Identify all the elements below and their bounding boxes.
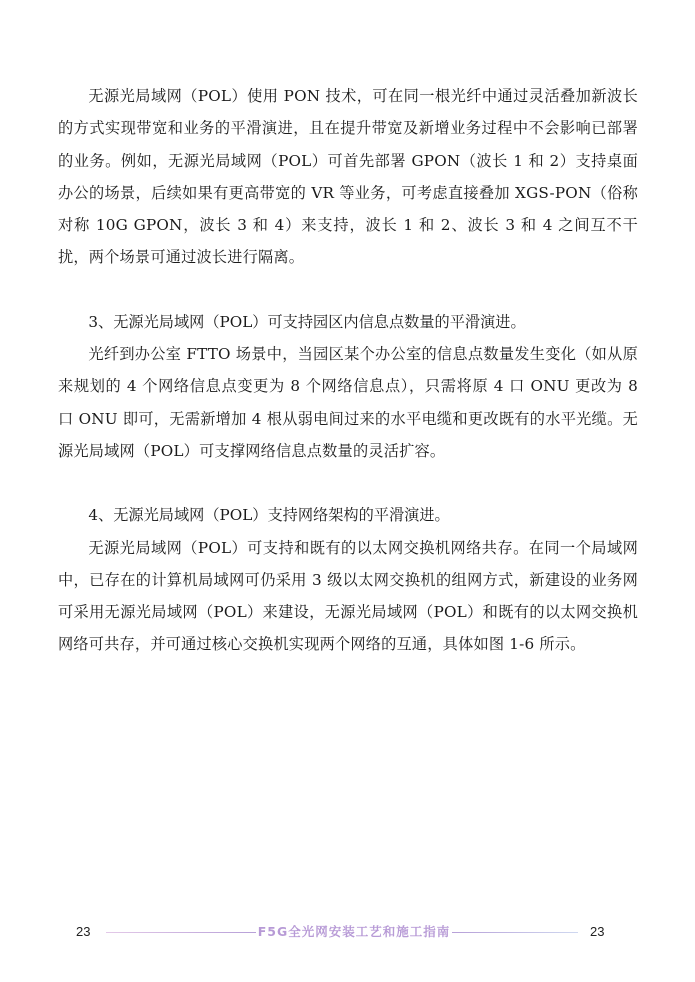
section-heading-4: 4、无源光局域网（POL）支持网络架构的平滑演进。 bbox=[88, 506, 450, 525]
footer-book-title: F5G全光网安装工艺和施工指南 bbox=[257, 924, 451, 939]
document-body bbox=[58, 80, 638, 661]
page-footer bbox=[0, 918, 695, 948]
paragraph-pon-wavelength: 无源光局域网（POL）使用 PON 技术，可在同一根光纤中通过灵活叠加新波长的方式实现带宽和业务的平滑演进，且在提升带宽及新增业务过程中不会影响已部署的业务。例如，无源光局域网（POL）可首先部署 GPON（波长 1 和 2）支持桌面办公的场景，后续如果有更高带宽的 VR 等业务，可考虑直接叠加 XGS-PON（俗称对称 10G GPON，波长 3 和 4）来支持，波长 1 和 2、波长 3 和 4 之间互不干扰，两个场景可通过波长进行隔离。 bbox=[58, 87, 638, 267]
section-heading-3: 3、无源光局域网（POL）可支持园区内信息点数量的平滑演进。 bbox=[88, 312, 526, 331]
paragraph-network-coexistence: 无源光局域网（POL）可支持和既有的以太网交换机网络共存。在同一个局域网中，已存在的计算机局域网可仍采用 3 级以太网交换机的组网方式，新建设的业务网可采用无源光局域网（POL）来建设，无源光局域网（POL）和既有的以太网交换机网络可共存，并可通过核心交换机实现两个网络的互通，具体如图 1-6 所示。 bbox=[58, 538, 638, 654]
page-number-right: 23 bbox=[590, 924, 605, 939]
footer-divider-right bbox=[452, 932, 578, 933]
paragraph-gap bbox=[58, 274, 638, 306]
page-number-left: 23 bbox=[76, 924, 91, 939]
paragraph-gap bbox=[58, 467, 638, 499]
footer-divider-left bbox=[106, 932, 256, 933]
paragraph-ftto-info-points: 光纤到办公室 FTTO 场景中，当园区某个办公室的信息点数量发生变化（如从原来规划的 4 个网络信息点变更为 8 个网络信息点），只需将原 4 口 ONU 更改为 8 口 ONU 即可，无需新增加 4 根从弱电间过来的水平电缆和更改既有的水平光缆。无源光局域网（POL）可支撑网络信息点数量的灵活扩容。 bbox=[58, 345, 638, 460]
